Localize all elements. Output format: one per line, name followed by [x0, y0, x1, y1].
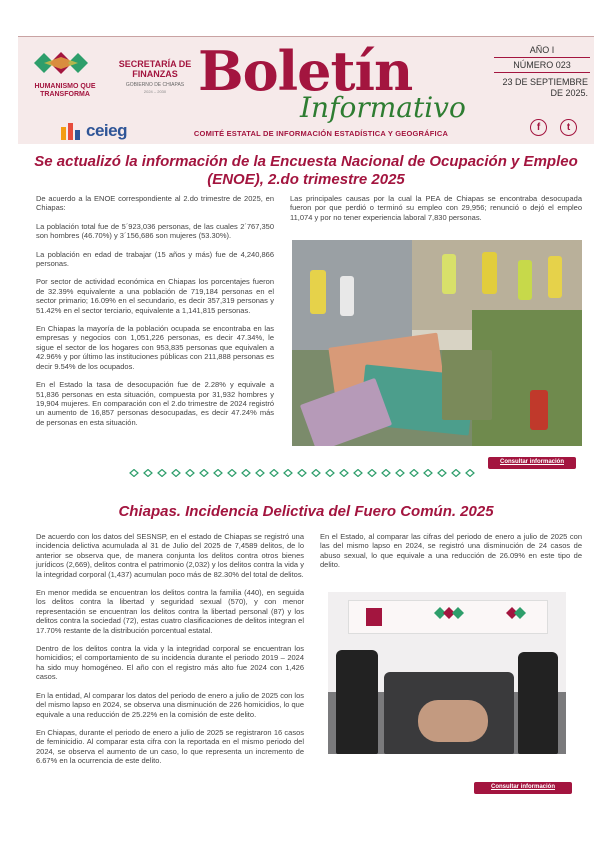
article2-left-column	[36, 532, 304, 775]
article1-paragraph: Por sector de actividad económica en Chiapas los porcentajes fueron de 32.39% equivalente a una población de 719,184 personas en el sector primario; 16.09% en el secundario, es decir 357,319 personas y 51.42% en el sector terciario, equivalente a 1,141,815 personas.	[36, 277, 274, 315]
logos-area	[26, 45, 196, 140]
ceieg-icon	[60, 121, 82, 141]
date-label: 23 DE SEPTIEMBRE DE 2025.	[502, 77, 588, 98]
issue-info	[494, 43, 590, 99]
article2-paragraph: En la entidad, Al comparar los datos del periodo de enero a julio de 2025 con los del mismo lapso en 2024, se observa una disminución de 226 homicidios, lo que equivale a una reducción de 25.22% en la comisión de este delito.	[36, 690, 304, 719]
header-banner	[18, 36, 594, 144]
officer-right	[518, 652, 558, 754]
gobierno-period-text: 2024 – 2030	[143, 89, 167, 94]
article1-paragraph: La población total fue de 5´923,036 personas, de las cuales 2´767,350 son hombres (46.70%) y 3´156,686 son mujeres (53.30%).	[36, 221, 274, 241]
section-divider	[126, 469, 486, 477]
number-label: NÚMERO 023	[494, 58, 590, 73]
article2-title: Chiapas. Incidencia Delictiva del Fuero Común. 2025	[118, 503, 494, 520]
humanismo-text: HUMANISMO QUE TRANSFORMA	[34, 83, 96, 98]
article2-consult-button[interactable]: Consultar información	[474, 782, 572, 794]
article1-paragraph: En el Estado la tasa de desocupación fue de 2.28% y equivale a 51,836 personas en esta situación, compuesta por 31,932 hombres y 19,904 mujeres. En comparación con el 2.do trimestre de 2024 registró un aumento de 16,857 personas desocupadas, es decir 47.24% más de personas en esta situación.	[36, 380, 274, 427]
article1-paragraph: De acuerdo a la ENOE correspondiente al 2.do trimestre de 2025, en Chiapas:	[36, 194, 274, 213]
gobierno-text: GOBIERNO DE CHIAPAS	[125, 82, 185, 88]
article2-paragraph: En menor medida se encuentran los delitos contra la familia (440), en seguida los delitos contra la libertad y seguridad sexual (570), y con menor representación se encuentran los delitos contra la libertad personal (87) y los delitos contra la sociedad (72), estas cuatro clasificaciones de delitos integran el 17.70% restante de la distribución porcentual estatal.	[36, 588, 304, 635]
humanismo-banner-icon	[432, 604, 466, 622]
twitter-icon[interactable]: t	[560, 119, 577, 136]
article2-paragraph: En el Estado, al comparar las cifras del periodo de enero a julio de 2025 con las del mismo lapso en 2024, se registró una disminución de 24 casos de abuso sexual, lo que equivale a una reducción de 26.09% en este tipo de delito.	[320, 532, 582, 570]
article1-left-column	[36, 194, 274, 436]
social-links	[526, 119, 586, 137]
article1-paragraph: La población en edad de trabajar (15 años y más) fue de 4,240,866 personas.	[36, 249, 274, 269]
police-arrest-image	[328, 592, 566, 754]
article2-right-column	[320, 532, 582, 579]
article1-paragraph: En Chiapas la mayoría de la población ocupada se encontraba en las empresas y negocios con 1,051,226 personas, es decir 47.34%, le sigue el sector de los hogares con 953,835 personas que equivalen a 42.96% y por último las instituciones públicas con 211,888 personas es decir 9.54% de los ocupados.	[36, 324, 274, 371]
humanismo-logo-icon	[30, 47, 92, 79]
employment-collage-image	[292, 240, 582, 446]
article2-paragraph: De acuerdo con los datos del SESNSP, en el estado de Chiapas se registró una incidencia delictiva acumulada al 31 de Julio del 2025 de 7,4589 delitos, de lo anterior se observa que, de manera conjunta los delitos contra otros bienes jurídicos (2,669), delitos contra el patrimonio (2,032) y los delitos contra la vida y la integridad corporal (1,437) acumulan poco más de 82.30% del total de delitos.	[36, 532, 304, 579]
year-label: AÑO I	[494, 43, 590, 58]
officer-left	[336, 650, 378, 754]
secretaria-finanzas-text: SECRETARÍA DE FINANZAS	[118, 59, 192, 79]
article2-paragraph: En Chiapas, durante el periodo de enero a julio de 2025 se registraron 16 casos de feminicidio. Al comparar esta cifra con la reportada en el mismo periodo del 2024, se observa el aumento de un caso, lo que representa un incremento de 6.67% en la ocurrencia de este delito.	[36, 727, 304, 766]
agency-logo-icon	[504, 604, 528, 622]
article1-right-column	[290, 194, 582, 231]
fge-seal-icon	[364, 606, 384, 628]
article1-paragraph: Las principales causas por la cual la PEA de Chiapas se encontraba desocupada fueron por que perdió o terminó su empleo con 29,956; renunció o dejó el empleo 11,074 y por no tener experiencia laboral 7,830 personas.	[290, 194, 582, 222]
title-boletin: Boletín	[198, 39, 413, 103]
article2-paragraph: Dentro de los delitos contra la vida y la integridad corporal se encuentran los homicidios; el comportamiento de su incidencia durante el periodo 2019 – 2024 ha sido muy homogéneo. El año con el registro más alto fue 2024 con 1,426 casos.	[36, 644, 304, 682]
facebook-icon[interactable]: f	[530, 119, 547, 136]
ceieg-text: ceieg	[86, 121, 127, 140]
article1-title: Se actualizó la información de la Encuesta Nacional de Ocupación y Empleo (ENOE), 2.do trimestre 2025	[34, 153, 578, 188]
article1-consult-button[interactable]: Consultar información	[488, 457, 576, 469]
committee-subtitle: COMITÉ ESTATAL DE INFORMACIÓN ESTADÍSTICA Y GEOGRÁFICA	[193, 129, 449, 138]
handcuffed-hands	[418, 700, 488, 742]
title-informativo: Informativo	[300, 91, 466, 124]
